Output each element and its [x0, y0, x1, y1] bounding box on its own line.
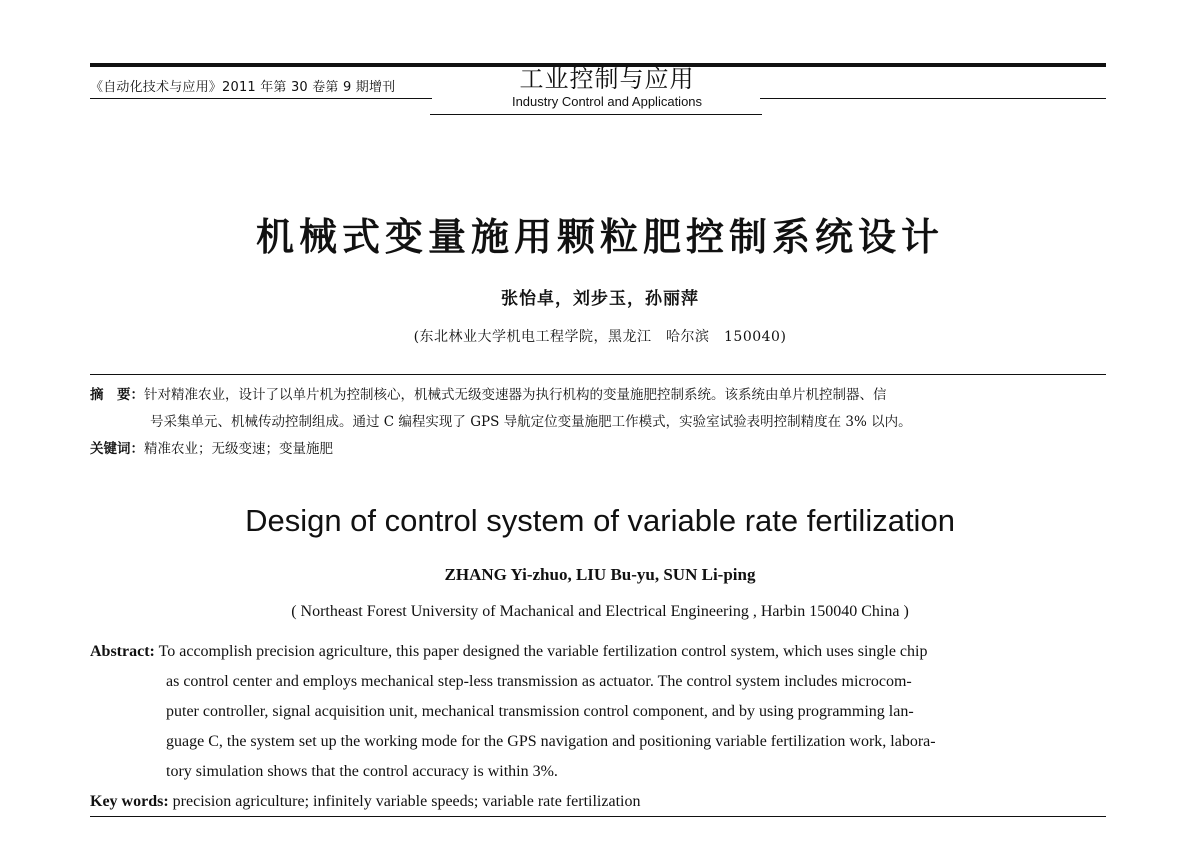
abstract-en-text-4: guage C, the system set up the working mode for the GPS navigation and positioning variable fertilization work, labora-: [166, 733, 936, 750]
header-right-rule: [760, 98, 1106, 99]
abstract-en-label: Abstract:: [90, 643, 155, 660]
article-title-cn: 机械式变量施用颗粒肥控制系统设计: [255, 215, 944, 259]
keywords-cn: 精准农业；无级变速；变量施肥: [144, 441, 333, 457]
abstract-en-text-5: tory simulation shows that the control accuracy is within 3%.: [166, 763, 558, 780]
keywords-en: precision agriculture; infinitely variable speeds; variable rate fertilization: [172, 793, 641, 810]
abstract-en-text-1: To accomplish precision agriculture, this paper designed the variable fertilization control system, which uses single chip: [158, 643, 928, 660]
abstract-en-line: [90, 637, 1110, 667]
authors-en: ZHANG Yi-zhuo, LIU Bu-yu, SUN Li-ping: [444, 565, 756, 584]
abstract-cn-line: [90, 382, 1110, 409]
abstract-cn-text-2: 号采集单元、机械传动控制组成。通过 C 编程实现了 GPS 导航定位变量施肥工作模式，实验室试验表明控制精度在 3% 以内。: [150, 414, 912, 430]
column-title-cn: 工业控制与应用: [519, 65, 695, 93]
keywords-en-line: [90, 787, 1110, 817]
abstract-en-text-2: as control center and employs mechanical step-less transmission as actuator. The control system includes microcom-: [166, 673, 912, 690]
abstract-top-rule: [90, 374, 1106, 375]
header-left-underline: [90, 98, 432, 99]
keywords-cn-label: 关键词：: [90, 441, 144, 457]
authors-cn: 张怡卓，刘步玉，孙丽萍: [501, 289, 699, 309]
keywords-cn-line: [90, 436, 1110, 463]
abstract-en-text-3: puter controller, signal acquisition unit, mechanical transmission control component, and by using programming lan-: [166, 703, 914, 720]
column-title-en: Industry Control and Applications: [511, 94, 703, 109]
journal-issue-label: 《自动化技术与应用》2011 年第 30 卷第 9 期增刊: [90, 80, 396, 95]
abstract-cn-label: 摘 要：: [90, 387, 144, 403]
abstract-cn: [90, 382, 1110, 463]
keywords-en-label: Key words:: [90, 793, 169, 810]
affiliation-en: ( Northeast Forest University of Machanical and Electrical Engineering , Harbin 150040 China ): [291, 603, 909, 620]
abstract-bottom-rule: [90, 816, 1106, 817]
abstract-cn-text-1: 针对精准农业，设计了以单片机为控制核心，机械式无级变速器为执行机构的变量施肥控制系统。该系统由单片机控制器、信: [144, 387, 887, 403]
abstract-en: [90, 637, 1110, 817]
affiliation-cn: (东北林业大学机电工程学院，黑龙江 哈尔滨 150040): [413, 329, 787, 345]
column-heading: [452, 64, 762, 110]
article-title-en: Design of control system of variable rate fertilization: [245, 503, 955, 538]
header-center-underline: [430, 114, 762, 115]
